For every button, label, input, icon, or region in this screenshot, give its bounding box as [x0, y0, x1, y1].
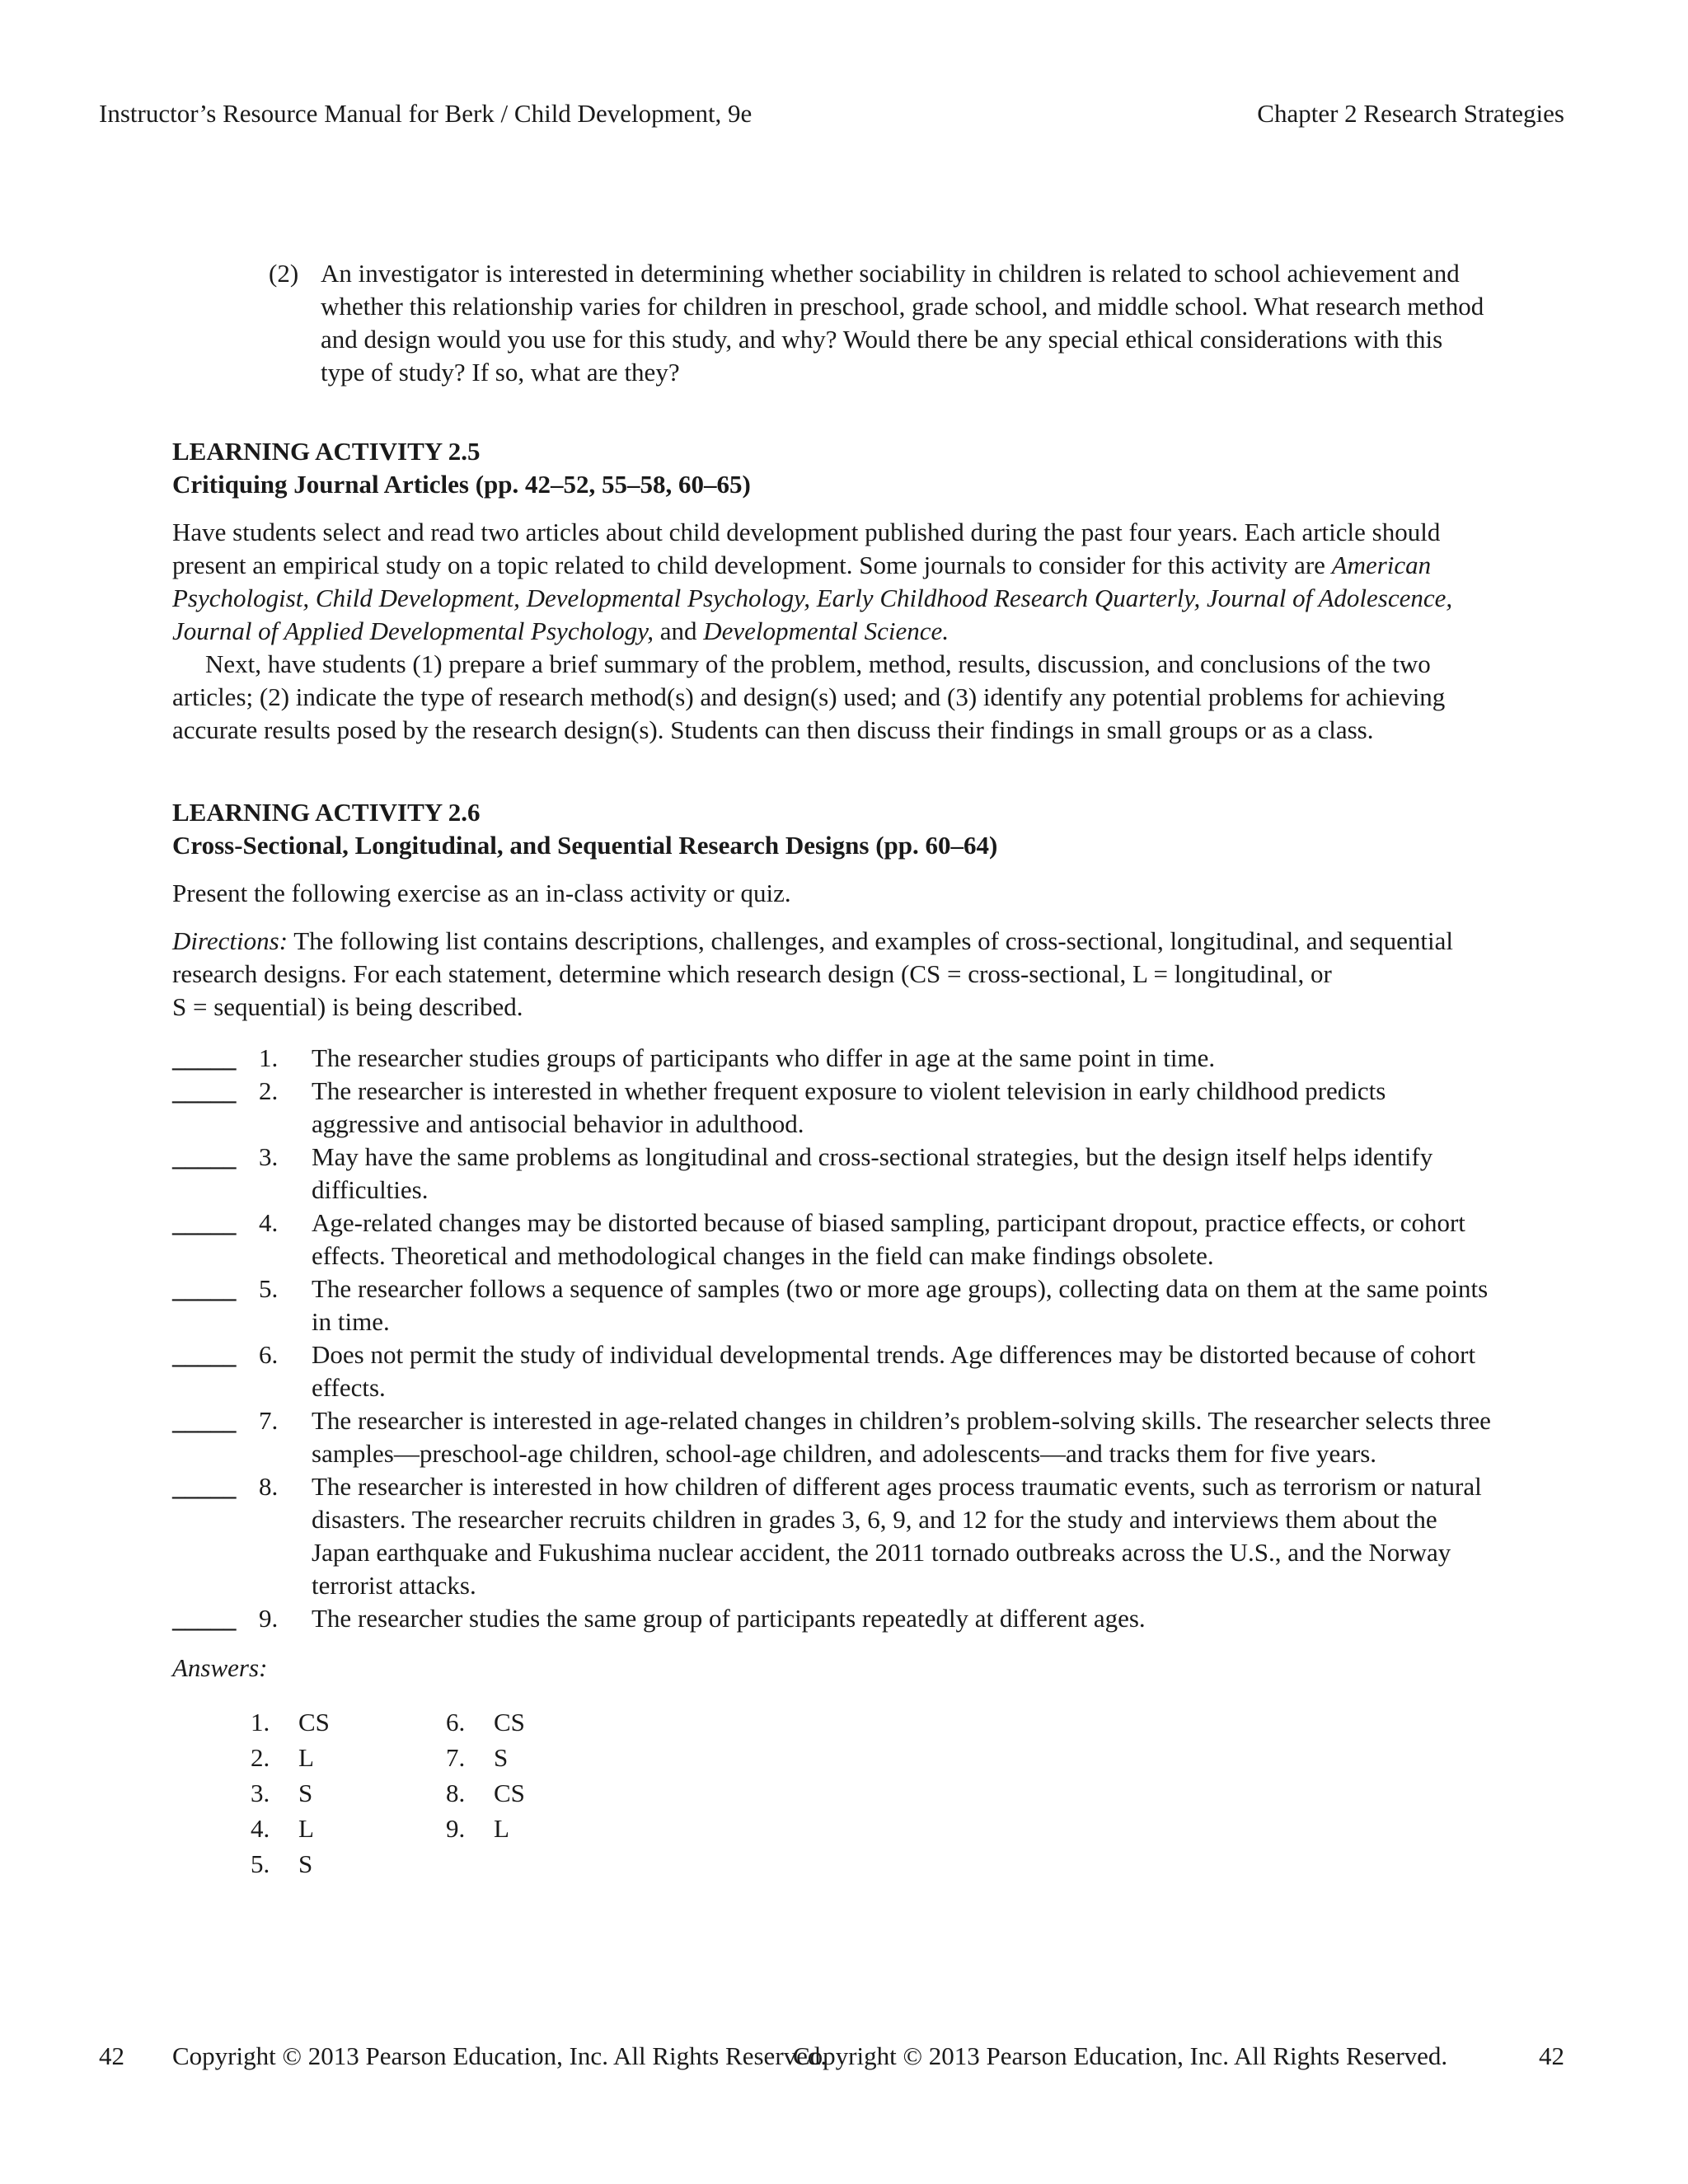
answers-label: Answers: [172, 1653, 268, 1682]
item-number: 5. [259, 1274, 279, 1303]
question-line: and design would you use for this study, and why? Would there be any special ethical considerations with this [321, 325, 1443, 354]
list-item: _____ 6. Does not permit the study of individual developmental trends. Age differences may be distorted because of cohort effects. [172, 1340, 1476, 1402]
discussion-question-2 [269, 257, 1587, 389]
answer-blank: _____ [172, 1472, 237, 1501]
activity-intro: Present the following exercise as an in-class activity or quiz. [172, 879, 791, 907]
question-number: (2) [269, 259, 299, 288]
copyright-left: Copyright © 2013 Pearson Education, Inc. All Rights Reserved. [172, 2041, 828, 2070]
answer-blank: _____ [172, 1604, 237, 1633]
page-number-right: 42 [1539, 2041, 1564, 2070]
list-item: _____ 4. Age-related changes may be distorted because of biased sampling, participant dropout, practice effects, or cohort effects. Theoretical and methodological changes in the field can make findings obsolete. [172, 1208, 1465, 1270]
running-header-right: Chapter 2 Research Strategies [1257, 99, 1564, 128]
paragraph-line: Have students select and read two articles about child development published during the past four years. Each article should [172, 518, 1441, 546]
statement-list [172, 1042, 1590, 1635]
list-item: _____ 9. The researcher studies the same group of participants repeatedly at different ages. [172, 1602, 1590, 1635]
paragraph-line: Next, have students (1) prepare a brief summary of the problem, method, results, discussion, and conclusions of the two [205, 649, 1431, 678]
answer-blank: _____ [172, 1406, 237, 1435]
directions-line: Directions: The following list contains descriptions, challenges, and examples of cross-sectional, longitudinal, and sequential [172, 926, 1453, 955]
running-header-left: Instructor’s Resource Manual for Berk / Child Development, 9e [99, 99, 753, 128]
directions-line: S = sequential) is being described. [172, 992, 523, 1021]
list-item: _____ 2. The researcher is interested in whether frequent exposure to violent television in early childhood predicts aggressive and antisocial behavior in adulthood. [172, 1076, 1386, 1138]
list-item: _____ 8. The researcher is interested in how children of different ages process traumatic events, such as terrorism or natural disasters. The researcher recruits children in grades 3, 6, 9, and 12 for the study and interviews them about the Japan earthquake and Fukushima nuclear accident, the 2011 tornado outbreaks across the U.S., and the Norway terrorist attacks. [172, 1472, 1482, 1600]
item-number: 8. [259, 1472, 279, 1501]
directions-label: Directions: [172, 926, 288, 955]
activity-subheading: Critiquing Journal Articles (pp. 42–52, 55–58, 60–65) [172, 470, 751, 499]
paragraph-line: Journal of Applied Developmental Psychology, and Developmental Science. [172, 616, 950, 645]
copyright-right: Copyright © 2013 Pearson Education, Inc. All Rights Reserved. [793, 2041, 1448, 2070]
item-number: 6. [259, 1340, 279, 1369]
list-item: _____ 5. The researcher follows a sequence of samples (two or more age groups), collecting data on them at the same points in time. [172, 1274, 1489, 1336]
learning-activity-2-5 [172, 435, 1573, 747]
item-number: 2. [259, 1076, 279, 1105]
paragraph-line [172, 582, 1573, 615]
journal-list: Psychologist, Child Development, Developmental Psychology, Early Childhood Research Quarterly, Journal of Adolescence, [172, 583, 1453, 612]
question-line: An investigator is interested in determining whether sociability in children is related to school achievement and [321, 259, 1460, 288]
paragraph-line: present an empirical study on a topic related to child development. Some journals to consider for this activity are American [172, 551, 1432, 579]
activity-heading: LEARNING ACTIVITY 2.5 [172, 437, 481, 466]
answer-blank: _____ [172, 1274, 237, 1303]
item-number: 7. [259, 1406, 279, 1435]
learning-activity-2-6 [172, 796, 1573, 1024]
directions-line: research designs. For each statement, determine which research design (CS = cross-sectional, L = longitudinal, or [172, 959, 1332, 988]
list-item: _____ 3. May have the same problems as longitudinal and cross-sectional strategies, but the design itself helps identify difficulties. [172, 1142, 1433, 1204]
item-number: 4. [259, 1208, 279, 1237]
question-line: type of study? If so, what are they? [321, 358, 680, 387]
list-item: _____ 1. The researcher studies groups of participants who differ in age at the same point in time. [172, 1042, 1590, 1075]
item-number: 1. [259, 1043, 279, 1072]
journal-list: American [1331, 551, 1432, 579]
item-number: 9. [259, 1604, 279, 1633]
answer-blank: _____ [172, 1142, 237, 1171]
paragraph-line: articles; (2) indicate the type of research method(s) and design(s) used; and (3) identify any potential problems for achieving [172, 682, 1446, 711]
page-number-left: 42 [99, 2041, 124, 2070]
answer-blank: _____ [172, 1043, 237, 1072]
answer-blank: _____ [172, 1208, 237, 1237]
activity-subheading: Cross-Sectional, Longitudinal, and Sequential Research Designs (pp. 60–64) [172, 831, 998, 860]
question-line: whether this relationship varies for children in preschool, grade school, and middle school. What research method [321, 292, 1484, 321]
answer-blank: _____ [172, 1340, 237, 1369]
item-number: 3. [259, 1142, 279, 1171]
paragraph-line: accurate results posed by the research design(s). Students can then discuss their findings in small groups or as a class. [172, 715, 1374, 744]
answer-blank: _____ [172, 1076, 237, 1105]
list-item: _____ 7. The researcher is interested in age-related changes in children’s problem-solving skills. The researcher selects three samples—preschool-age children, school-age children, and adolescents—and tracks them for five years. [172, 1406, 1491, 1468]
activity-heading: LEARNING ACTIVITY 2.6 [172, 798, 481, 827]
